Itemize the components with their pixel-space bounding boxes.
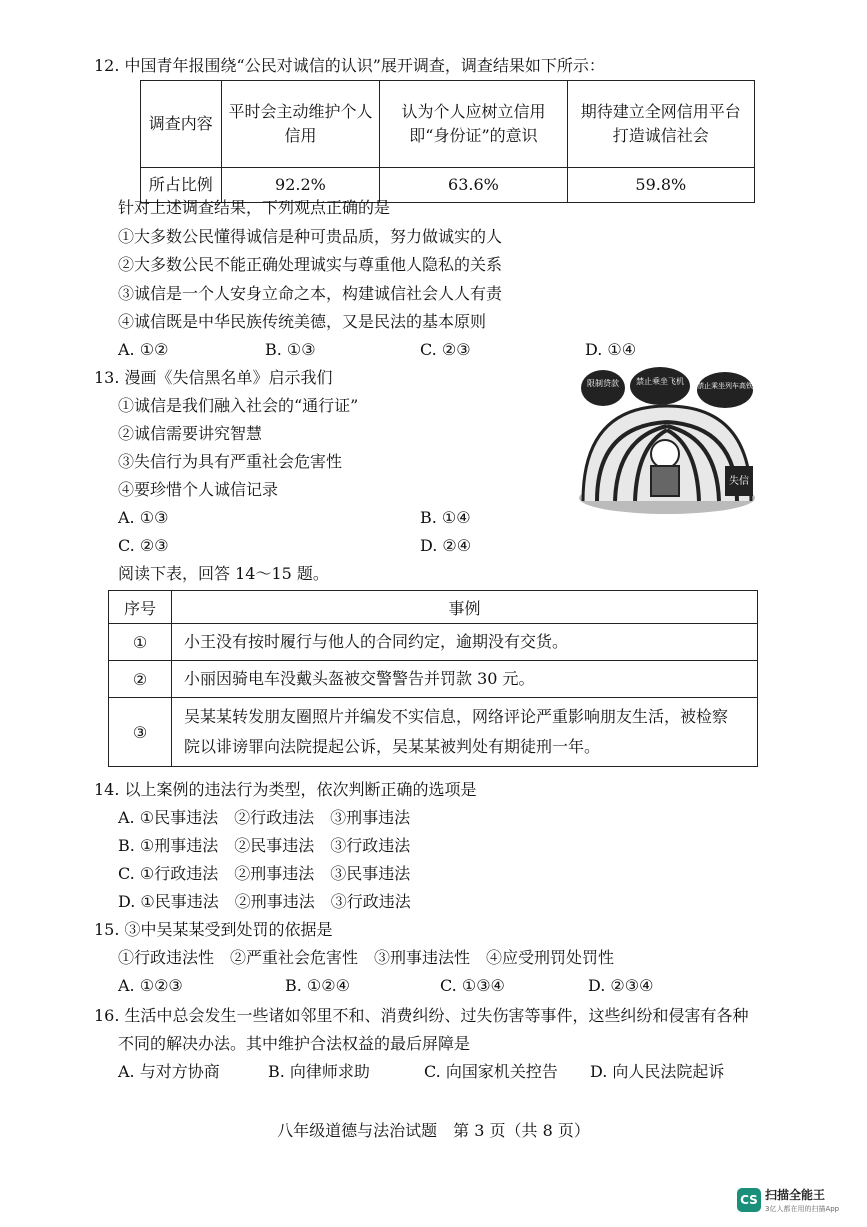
page-footer: 八年级道德与法治试题 第 3 页（共 8 页） (277, 1121, 590, 1140)
q13-option-b[interactable]: B. ①④ (420, 508, 471, 527)
q14-option-c[interactable]: C. ①行政违法 ②刑事违法 ③民事违法 (118, 864, 411, 883)
q16-option-b[interactable]: B. 向律师求助 (268, 1062, 370, 1081)
q14-option-d[interactable]: D. ①民事违法 ②刑事违法 ③行政违法 (118, 892, 411, 911)
case-text: 小王没有按时履行与他人的合同约定，逾期没有交货。 (172, 624, 758, 661)
q16-line1: 16. 生活中总会发生一些诸如邻里不和、消费纠纷、过失伤害等事件，这些纠纷和侵害有各种 (94, 1006, 749, 1025)
q16-option-c[interactable]: C. 向国家机关控告 (424, 1062, 558, 1081)
cs-tagline: 3亿人都在用的扫描App (765, 1205, 840, 1213)
q16-option-a[interactable]: A. 与对方协商 (118, 1062, 220, 1081)
q15-option-b[interactable]: B. ①②④ (285, 976, 350, 995)
survey-value: 63.6% (380, 168, 567, 203)
q13-option-d[interactable]: D. ②④ (420, 536, 472, 555)
q15-statements: ①行政违法性 ②严重社会危害性 ③刑事违法性 ④应受刑罚处罚性 (118, 948, 615, 967)
case-table (108, 590, 758, 767)
q15-title: 15. ③中吴某某受到处罚的依据是 (94, 920, 333, 939)
q13-statement: ②诚信需要讲究智慧 (118, 424, 263, 443)
q12-option-d[interactable]: D. ①④ (585, 340, 637, 359)
q16-option-d[interactable]: D. 向人民法院起诉 (590, 1062, 725, 1081)
table-intro: 阅读下表，回答 14～15 题。 (118, 564, 329, 583)
speech-bubble (581, 370, 625, 406)
case-header-text: 事例 (172, 591, 758, 624)
q15-option-c[interactable]: C. ①③④ (440, 976, 505, 995)
blacklist-cartoon (575, 366, 760, 516)
q13-option-c[interactable]: C. ②③ (118, 536, 169, 555)
cartoon-label: 禁止乘坐列车高铁 (697, 382, 753, 390)
survey-table (140, 80, 755, 203)
survey-value: 59.8% (567, 168, 754, 203)
q12-option-a[interactable]: A. ①② (118, 340, 169, 359)
q14-title: 14. 以上案例的违法行为类型，依次判断正确的选项是 (94, 780, 477, 799)
case-num: ② (109, 661, 172, 698)
q14-option-b[interactable]: B. ①刑事违法 ②民事违法 ③行政违法 (118, 836, 411, 855)
cartoon-label: 失信 (729, 476, 749, 487)
cartoon-label: 禁止乘坐飞机 (636, 377, 684, 386)
q13-statement: ①诚信是我们融入社会的“通行证” (118, 396, 359, 415)
q12-option-c[interactable]: C. ②③ (420, 340, 471, 359)
q13-title: 13. 漫画《失信黑名单》启示我们 (94, 368, 333, 387)
scanner-watermark (737, 1186, 857, 1222)
speech-bubble (630, 367, 690, 405)
q15-option-a[interactable]: A. ①②③ (118, 976, 183, 995)
q14-option-a[interactable]: A. ①民事违法 ②行政违法 ③刑事违法 (118, 808, 411, 827)
q12-stem: 针对上述调查结果，下列观点正确的是 (118, 198, 391, 217)
cs-app-name: 扫描全能王 (765, 1188, 826, 1202)
q12-title: 12. 中国青年报围绕“公民对诚信的认识”展开调查，调查结果如下所示： (94, 56, 605, 75)
case-num: ③ (109, 698, 172, 767)
case-num: ① (109, 624, 172, 661)
speech-bubble (697, 372, 753, 408)
q12-statement: ④诚信既是中华民族传统美德，又是民法的基本原则 (118, 312, 487, 331)
survey-header-cell: 认为个人应树立信用即“身份证”的意识 (380, 81, 567, 168)
q15-option-d[interactable]: D. ②③④ (588, 976, 654, 995)
q12-option-b[interactable]: B. ①③ (265, 340, 316, 359)
q13-option-a[interactable]: A. ①③ (118, 508, 169, 527)
q12-statement: ①大多数公民懂得诚信是种可贵品质，努力做诚实的人 (118, 227, 503, 246)
survey-header-cell: 平时会主动维护个人信用 (221, 81, 380, 168)
q12-statement: ③诚信是一个人安身立命之本，构建诚信社会人人有责 (118, 284, 503, 303)
case-text (172, 698, 758, 767)
case-text-line: 院以诽谤罪向法院提起公诉，吴某某被判处有期徒刑一年。 (184, 737, 601, 756)
survey-value: 92.2% (221, 168, 380, 203)
case-header-num: 序号 (109, 591, 172, 624)
case-text-line: 吴某某转发朋友圈照片并编发不实信息，网络评论严重影响朋友生活，被检察 (184, 707, 729, 726)
case-text: 小丽因骑电车没戴头盔被交警警告并罚款 30 元。 (172, 661, 758, 698)
survey-row-label: 所占比例 (141, 168, 222, 203)
q13-statement: ④要珍惜个人诚信记录 (118, 480, 279, 499)
survey-header-cell: 期待建立全网信用平台打造诚信社会 (567, 81, 754, 168)
q12-statement: ②大多数公民不能正确处理诚实与尊重他人隐私的关系 (118, 255, 503, 274)
q13-statement: ③失信行为具有严重社会危害性 (118, 452, 343, 471)
q16-line2: 不同的解决办法。其中维护合法权益的最后屏障是 (118, 1034, 471, 1053)
survey-header-cell: 调查内容 (141, 81, 222, 168)
cs-logo-icon: CS (737, 1188, 761, 1212)
cartoon-label: 限制贷款 (587, 379, 619, 388)
